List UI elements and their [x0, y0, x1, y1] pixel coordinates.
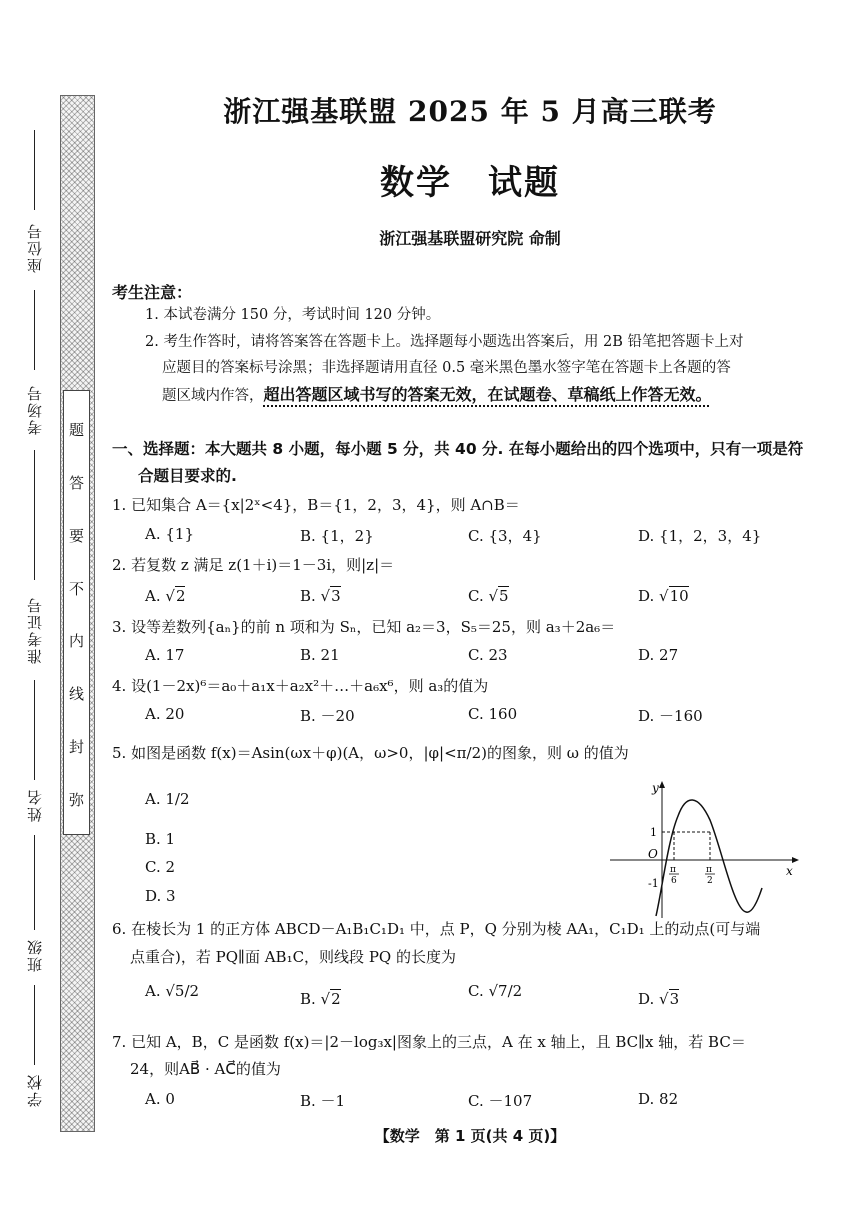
q2-b-value: 3 [331, 587, 341, 605]
q3-option-d: D. 27 [638, 646, 679, 664]
section-heading-cont: 合题目要求的. [138, 467, 237, 485]
seal-char: 封 [68, 738, 84, 757]
q2-option-b: B. √3 [300, 587, 341, 605]
y-axis-arrow [659, 781, 665, 788]
q2-a-value: 2 [175, 587, 186, 605]
question-7-stem-cont: 24，则AB⃗ · AC⃗的值为 [130, 1060, 281, 1078]
sine-graph [610, 780, 800, 920]
q6-option-c: C. √7/2 [468, 982, 523, 1000]
q1-option-b: B. {1，2} [300, 527, 374, 545]
exam-title: 浙江强基联盟 2025 年 5 月高三联考 [223, 95, 717, 128]
q6-d-value: 3 [669, 990, 680, 1008]
seal-char: 不 [68, 579, 84, 598]
q5-a-value: 1/2 [165, 790, 190, 808]
notice-item-2-end [162, 385, 712, 406]
school-label: 学校 [26, 1073, 44, 1107]
room-label: 考场号 [26, 384, 44, 436]
q2-c-value: 5 [499, 587, 509, 605]
page-footer: 【数学 第 1 页(共 4 页)】 [374, 1127, 566, 1145]
class-line [34, 835, 35, 930]
seat-line [34, 130, 35, 210]
q6-b-value: 2 [331, 990, 341, 1008]
y-neg-one-label: -1 [648, 877, 659, 890]
q1-option-d: D. {1，2，3，4} [638, 527, 762, 545]
q7-option-b: B. －1 [300, 1092, 346, 1110]
ticket-line [34, 450, 35, 580]
name-label: 姓名 [26, 788, 44, 822]
origin-label: O [648, 847, 658, 861]
q6-option-b: B. √2 [300, 990, 341, 1008]
question-6-stem-cont: 点重合)，若 PQ∥面 AB₁C，则线段 PQ 的长度为 [130, 948, 456, 966]
sine-curve [656, 800, 762, 916]
notice-item-2-end-text: 题区域内作答， [162, 388, 264, 404]
q7-option-c: C. －107 [468, 1092, 533, 1110]
q2-option-d: D. √10 [638, 587, 689, 605]
question-2-stem: 2. 若复数 z 满足 z(1＋i)＝1－3i，则|z|＝ [112, 556, 395, 574]
notice-title: 考生注意： [112, 283, 193, 302]
q6-a-value: √5/2 [165, 982, 200, 1000]
question-1-stem: 1. 已知集合 A＝{x|2ˣ<4}，B＝{1，2，3，4}，则 A∩B＝ [112, 496, 520, 514]
q3-option-b: B. 21 [300, 646, 340, 664]
school-line [34, 985, 35, 1065]
question-7-stem: 7. 已知 A，B，C 是函数 f(x)＝|2－log₃x|图象上的三点，A 在 x 轴上，且 BC∥x 轴，若 BC＝ [112, 1033, 746, 1051]
question-5-stem: 5. 如图是函数 f(x)＝Asin(ωx＋φ)(A，ω>0，|φ|<π/2)的图象，则 ω 的值为 [112, 744, 629, 762]
seal-char: 题 [68, 421, 84, 439]
q5-option-a: A. 1/2 [145, 790, 190, 808]
q4-option-b: B. －20 [300, 707, 355, 725]
q6-c-value: √7/2 [488, 982, 523, 1000]
notice-item-2: 2. 考生作答时，请将答案答在答题卡上。选择题每小题选出答案后，用 2B 铅笔把答题卡上对 [145, 334, 744, 350]
class-label: 班级 [26, 938, 44, 972]
question-3-stem: 3. 设等差数列{aₙ}的前 n 项和为 Sₙ，已知 a₂＝3，S₅＝25，则 a₃＋2a₆＝ [112, 618, 616, 636]
q6-option-a: A. √5/2 [145, 982, 200, 1000]
q2-d-value: 10 [669, 587, 689, 605]
notice-item-2-cont: 应题目的答案标号涂黑；非选择题请用直径 0.5 毫米黑色墨水签字笔在答题卡上各题的答 [162, 360, 731, 376]
q6-option-d: D. √3 [638, 990, 680, 1008]
section-heading: 一、选择题：本大题共 8 小题，每小题 5 分，共 40 分. 在每小题给出的四个选项中，只有一项是符 [112, 440, 804, 458]
y-one-label: 1 [650, 826, 657, 839]
room-line [34, 290, 35, 370]
tick-pi6-den: 6 [671, 876, 677, 886]
seal-char: 线 [68, 685, 84, 704]
seat-label: 座位号 [26, 222, 44, 274]
notice-item-1: 1. 本试卷满分 150 分，考试时间 120 分钟。 [145, 307, 441, 323]
q4-option-a: A. 20 [145, 705, 185, 723]
name-line [34, 680, 35, 780]
x-axis-arrow [792, 857, 799, 863]
q7-option-d: D. 82 [638, 1090, 679, 1108]
exam-org: 浙江强基联盟研究院 命制 [379, 229, 561, 248]
ticket-label: 准考证号 [26, 596, 44, 664]
question-6-stem: 6. 在棱长为 1 的正方体 ABCD－A₁B₁C₁D₁ 中，点 P，Q 分别为棱 AA₁，C₁D₁ 上的动点(可与端 [112, 920, 761, 938]
q4-option-c: C. 160 [468, 705, 518, 723]
q5-option-c: C. 2 [145, 858, 176, 876]
question-4-stem: 4. 设(1－2x)⁶＝a₀＋a₁x＋a₂x²＋…＋a₆x⁶，则 a₃的值为 [112, 677, 489, 695]
q2-option-a: A. √2 [145, 587, 186, 605]
seal-char: 弥 [68, 790, 84, 809]
seal-char: 答 [68, 473, 84, 492]
y-axis-label: y [652, 781, 659, 795]
seal-notice [63, 390, 90, 835]
seal-char: 内 [68, 632, 84, 651]
q3-option-c: C. 23 [468, 646, 508, 664]
tick-pi2-num: π [706, 865, 712, 875]
q4-option-d: D. －160 [638, 707, 703, 725]
q3-option-a: A. 17 [145, 646, 185, 664]
q1-option-a: A. {1} [145, 525, 194, 543]
seal-char: 要 [68, 526, 84, 545]
q2-option-c: C. √5 [468, 587, 509, 605]
q7-option-a: A. 0 [145, 1090, 175, 1108]
q5-option-d: D. 3 [145, 887, 176, 905]
notice-emphasis: 超出答题区域书写的答案无效，在试题卷、草稿纸上作答无效。 [263, 385, 712, 404]
tick-pi2-den: 2 [707, 876, 713, 886]
q1-option-c: C. {3，4} [468, 527, 542, 545]
tick-pi6-num: π [670, 865, 676, 875]
exam-subject: 数学 试题 [380, 163, 560, 203]
q5-option-b: B. 1 [145, 830, 176, 848]
x-axis-label: x [786, 864, 793, 878]
